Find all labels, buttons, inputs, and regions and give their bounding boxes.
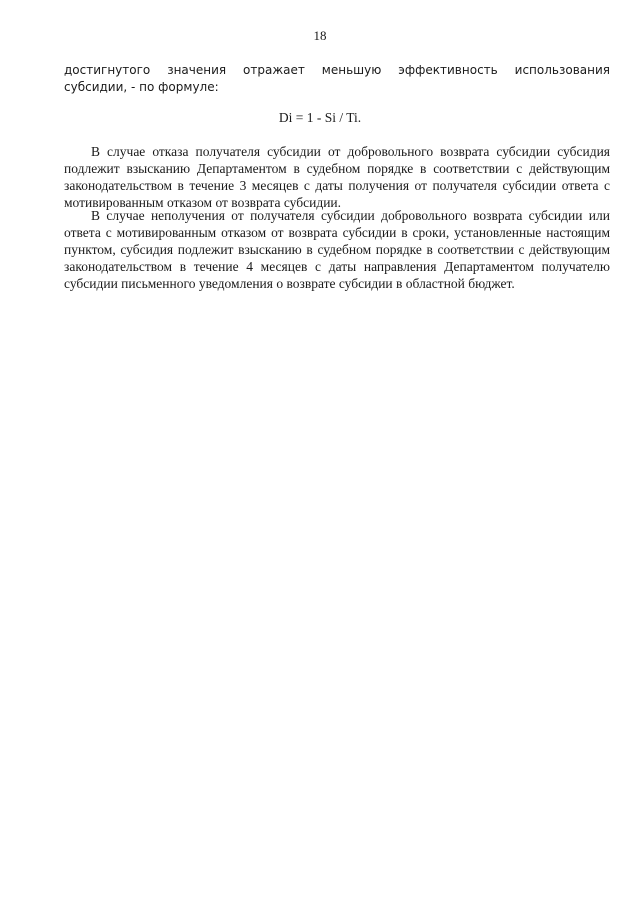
- intro-paragraph: достигнутого значения отражает меньшую эффективность использования субсидии, - по формуле:: [64, 63, 610, 94]
- paragraph-court-recovery-refusal: В случае отказа получателя субсидии от добровольного возврата субсидии субсидия подлежит взысканию Департаментом в судебном порядке в соответствии с действующим законодательством в течение 3 месяцев с даты получения от получателя субсидии ответа с мотивированным отказом от возврата субсидии.: [64, 144, 610, 210]
- paragraph-court-recovery-no-response: В случае неполучения от получателя субсидии добровольного возврата субсидии или ответа с мотивированным отказом от возврата субсидии в сроки, установленные настоящим пунктом, субсидия подлежит взысканию в судебном порядке в соответствии с действующим законодательством в течение 4 месяцев с даты направления Департаментом получателю субсидии письменного уведомления о возврате субсидии в областной бюджет.: [64, 208, 610, 291]
- page-number: 18: [313, 28, 327, 43]
- formula: Di = 1 - Si / Ti.: [278, 110, 362, 125]
